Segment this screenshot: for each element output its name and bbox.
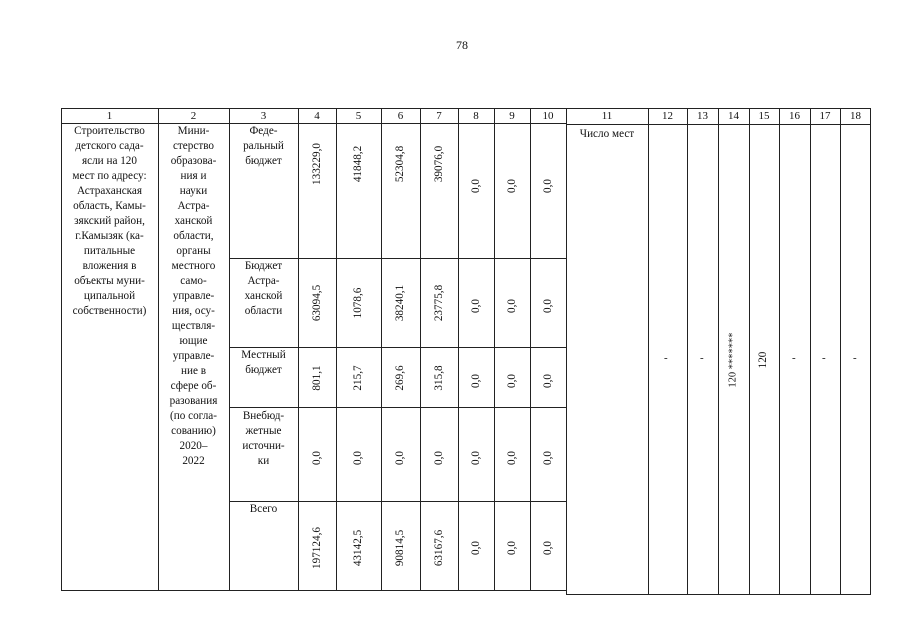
text-line: источни- [242,440,285,452]
text-line: управле- [172,350,215,362]
text-line: ющие [179,335,208,347]
value-cell: 0,0 [470,374,482,388]
source-federal [229,124,298,169]
text-line: Астраханская [76,185,143,197]
text-line: жетные [245,425,282,437]
value-cell: 215,7 [352,365,364,391]
header-col-14: 14 [728,110,739,122]
col12-value: - [664,352,668,364]
text-line: Феде- [249,125,278,137]
header-col-3: 3 [260,110,267,122]
col16-value: - [792,352,796,364]
text-line: Бюджет [244,260,283,272]
col17-value: - [822,352,826,364]
text-line: Внебюд- [242,410,285,422]
value-cell: 0,0 [394,451,406,465]
text-line: объекты муни- [74,275,145,287]
source-regional [229,259,298,319]
value-cell: 0,0 [506,451,518,465]
header-col-10: 10 [542,110,554,122]
value-cell: 0,0 [542,179,554,193]
value-cell: 801,1 [311,365,323,391]
value-cell: 38240,1 [394,284,406,322]
col13-value: - [700,352,704,364]
value-cell: 41848,2 [352,145,364,183]
text-line: г.Камызяк (ка- [75,230,144,242]
indicator-cell: Число мест [579,128,635,140]
header-col-18: 18 [850,110,861,122]
value-cell: 0,0 [542,451,554,465]
value-cell: 0,0 [542,541,554,555]
text-line: 2020– [179,440,208,452]
text-line: Местный [241,349,286,361]
source-total [229,502,298,517]
value-cell: 0,0 [470,299,482,313]
text-line: вложения в [82,260,137,272]
value-cell: 63094,5 [311,284,323,322]
text-line: ществля- [171,320,216,332]
header-col-5: 5 [355,110,362,122]
text-line: ципальной [83,290,136,302]
source-local [229,348,298,378]
text-line: стерство [172,140,215,152]
value-cell: 0,0 [542,374,554,388]
object-name-cell [61,124,158,319]
text-line: само- [180,275,207,287]
text-line: образова- [170,155,217,167]
header-col-12: 12 [662,110,673,122]
text-line: бюджет [245,364,282,376]
header-col-1: 1 [106,110,113,122]
text-line: зякский район, [74,215,145,227]
value-cell: 133229,0 [311,143,323,185]
header-col-9: 9 [509,110,515,122]
value-cell: 90814,5 [394,529,406,567]
value-cell: 52304,8 [394,145,406,183]
header-col-8: 8 [473,110,479,122]
value-cell: 0,0 [506,374,518,388]
text-line: бюджет [245,155,282,167]
header-col-6: 6 [397,110,404,122]
text-line: управле- [172,290,215,302]
text-line: мест по адресу: [72,170,147,182]
text-line: сованию) [171,425,216,437]
value-cell: 1078,6 [352,287,364,319]
value-cell: 0,0 [506,299,518,313]
text-line: 2022 [182,455,205,467]
value-cell: 39076,0 [433,145,445,183]
text-line: области, [173,230,214,242]
text-line: собственности) [72,305,147,317]
header-col-13: 13 [697,110,708,122]
page-number: 78 [456,38,468,52]
value-cell: 269,6 [394,365,406,391]
header-col-17: 17 [819,110,831,122]
header-col-2: 2 [190,110,197,122]
text-line: местного [171,260,216,272]
header-col-11: 11 [601,110,613,122]
text-line: ральный [243,140,284,152]
value-cell: 0,0 [433,451,445,465]
value-cell: 0,0 [506,179,518,193]
text-line: органы [176,245,211,257]
text-line: ние в [180,365,207,377]
text-line: сфере об- [170,380,217,392]
value-cell: 43142,5 [352,529,364,567]
text-line: питальные [83,245,136,257]
value-cell: 0,0 [470,451,482,465]
source-extrabudget [229,409,298,469]
text-line: ки [257,455,270,467]
value-cell: 0,0 [311,451,323,465]
text-line: (по согла- [170,410,217,422]
text-line: разования [169,395,218,407]
value-cell: 23775,8 [433,284,445,322]
col18-value: - [853,352,857,364]
header-col-15: 15 [758,110,770,122]
value-cell: 0,0 [470,541,482,555]
text-line: ханской [174,215,213,227]
value-cell: 197124,6 [311,527,323,569]
value-cell: 315,8 [433,365,445,391]
text-line: Всего [249,503,278,515]
value-cell: 0,0 [352,451,364,465]
text-line: науки [179,185,208,197]
value-cell: 63167,6 [433,529,445,567]
text-line: Мини- [177,125,210,137]
text-line: ясли на 120 [81,155,137,167]
header-col-16: 16 [789,110,800,122]
value-cell: 0,0 [542,299,554,313]
executor-cell [158,124,229,469]
text-line: детского сада- [75,140,144,152]
value-cell: 0,0 [506,541,518,555]
text-line: Астра- [177,200,210,212]
text-line: ния и [180,170,207,182]
col14-value: 120 ******* [727,332,739,388]
header-col-7: 7 [436,110,442,122]
value-cell: 0,0 [470,179,482,193]
text-line: ния, осу- [172,305,215,317]
text-line: Астра- [247,275,280,287]
text-line: область, Камы- [73,200,146,212]
text-line: ханской [244,290,283,302]
col15-value: 120 [757,351,769,369]
text-line: области [244,305,283,317]
text-line: Строительство [74,125,145,137]
header-col-4: 4 [314,110,320,122]
